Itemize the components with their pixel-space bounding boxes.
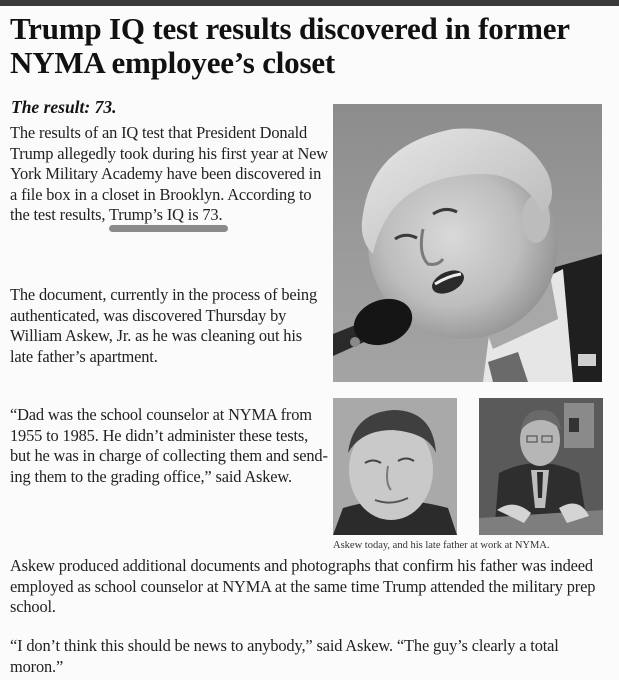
photo-caption: Askew today, and his late father at work at NYMA. (333, 540, 550, 551)
paragraph-5: “I don’t think this should be news to anybody,” said Askew. “The guy’s clearly a total moron.” (10, 636, 559, 676)
askew-photo-illustration (333, 398, 457, 535)
paragraph-1-text: The results of an IQ test that President Donald Trump allegedly took during his first year at New York Military Academy have been discovered in a file box in a closet in Brooklyn. According to the test results, (10, 123, 328, 224)
paragraph-2: The document, currently in the process of being authenticated, was discovered Thursday by William Askew, Jr. as he was cleaning out his late father’s apartment. (10, 285, 318, 366)
highlighted-iq-claim: Trump’s IQ is 73. (108, 205, 223, 224)
father-photo (479, 398, 603, 535)
paragraph-4: Askew produced additional documents and photographs that confirm his father was indeed employed as school counselor at NYMA at the same time Trump attended the military prep school. (10, 556, 596, 616)
askew-photo (333, 398, 457, 535)
main-photo-illustration (333, 104, 602, 382)
main-photo (333, 104, 602, 382)
paragraph-3: “Dad was the school counselor at NYMA from 1955 to 1985. He didn’t administer these tests, but he was in charge of collecting them and send-ing them to the grading office,” said Askew. (10, 405, 328, 486)
top-bar (0, 0, 619, 6)
paragraph-1 (10, 123, 328, 226)
subhead: The result: 73. (11, 97, 117, 117)
father-photo-illustration (479, 398, 603, 535)
headline: Trump IQ test results discovered in former NYMA employee’s closet (10, 11, 570, 80)
